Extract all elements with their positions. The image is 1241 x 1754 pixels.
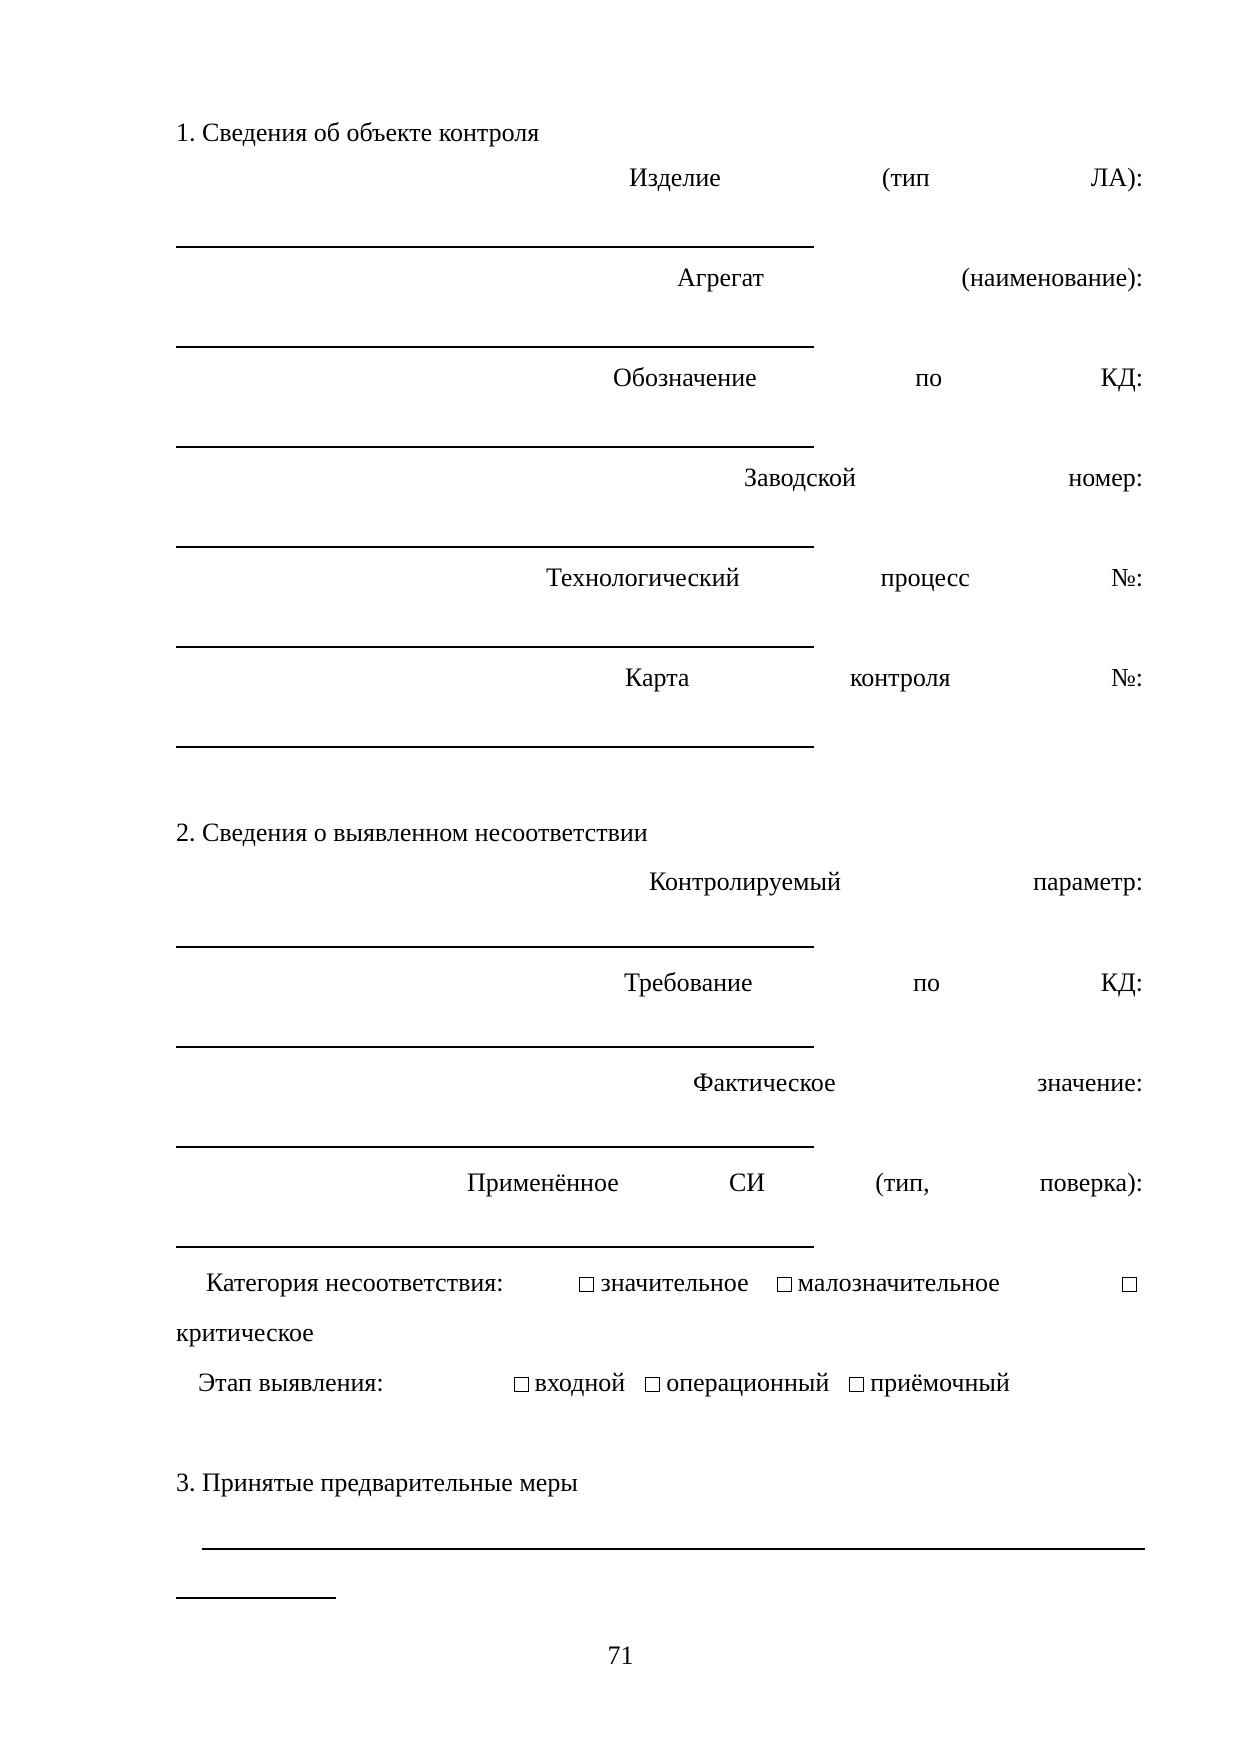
checkbox-icon[interactable]: [777, 1277, 792, 1292]
label-word: №:: [1110, 663, 1143, 692]
option-label: операционный: [666, 1368, 830, 1397]
label-word: (наименование):: [961, 263, 1143, 292]
label-word: ЛА):: [1090, 163, 1143, 192]
label-word: по: [915, 363, 943, 392]
category-option-critical[interactable]: [1122, 1270, 1143, 1296]
label-word: номер:: [1068, 463, 1143, 492]
label-word: параметр:: [1033, 867, 1143, 896]
stage-label: Этап выявления:: [198, 1368, 384, 1397]
option-label: значительное: [600, 1268, 749, 1297]
field-designation-label: [613, 365, 1143, 391]
field-product-blank[interactable]: [176, 246, 814, 248]
label-word: Изделие: [629, 163, 721, 192]
label-word: Технологический: [546, 563, 740, 592]
category-label: Категория несоответствия:: [206, 1268, 504, 1297]
checkbox-icon[interactable]: [1122, 1277, 1137, 1292]
label-word: (тип: [881, 163, 930, 192]
field-serial-blank[interactable]: [176, 546, 814, 548]
field-product-label: [629, 165, 1143, 191]
field-requirement-blank[interactable]: [176, 1046, 814, 1048]
stage-row: [198, 1370, 1010, 1396]
field-process-blank[interactable]: [176, 646, 814, 648]
label-word: Контролируемый: [649, 867, 841, 896]
measures-blank-line-2[interactable]: [176, 1597, 336, 1599]
label-word: значение:: [1037, 1068, 1143, 1097]
measures-blank-line-1[interactable]: [202, 1548, 1145, 1550]
field-unit-blank[interactable]: [176, 346, 814, 348]
label-word: по: [913, 968, 941, 997]
checkbox-icon[interactable]: [645, 1377, 660, 1392]
label-word: контроля: [849, 663, 951, 692]
field-requirement-label: [624, 970, 1143, 996]
page-number: 71: [607, 1641, 634, 1670]
stage-option-operational[interactable]: [645, 1370, 829, 1396]
field-instrument-blank[interactable]: [176, 1246, 814, 1248]
label-word: процесс: [880, 563, 970, 592]
option-label: малозначительное: [797, 1268, 1000, 1297]
category-option-minor[interactable]: [777, 1270, 1000, 1296]
field-actual-value-blank[interactable]: [176, 1146, 814, 1148]
label-word: Заводской: [744, 463, 856, 492]
checkbox-icon[interactable]: [579, 1277, 594, 1292]
stage-option-acceptance[interactable]: [849, 1370, 1010, 1396]
label-word: Фактическое: [693, 1068, 836, 1097]
field-instrument-label: [467, 1170, 1143, 1196]
option-label: приёмочный: [870, 1368, 1010, 1397]
field-control-card-blank[interactable]: [176, 746, 814, 748]
label-word: Требование: [624, 968, 753, 997]
option-label: входной: [534, 1368, 626, 1397]
label-word: поверка):: [1039, 1168, 1143, 1197]
category-option-significant[interactable]: [579, 1270, 748, 1296]
label-word: Обозначение: [613, 363, 757, 392]
category-option-critical-label: критическое: [176, 1318, 314, 1347]
checkbox-icon[interactable]: [849, 1377, 864, 1392]
label-word: СИ: [728, 1168, 766, 1197]
label-word: (тип,: [875, 1168, 930, 1197]
category-row: [206, 1270, 1143, 1296]
section-1-heading: 1. Сведения об объекте контроля: [176, 118, 540, 147]
section-3-heading: 3. Принятые предварительные меры: [176, 1468, 578, 1497]
label-word: Применённое: [467, 1168, 619, 1197]
field-control-card-label: [625, 665, 1143, 691]
field-parameter-label: [649, 869, 1143, 895]
field-designation-blank[interactable]: [176, 446, 814, 448]
label-word: Карта: [625, 663, 690, 692]
field-unit-label: [677, 265, 1143, 291]
section-2-heading: 2. Сведения о выявленном несоответствии: [176, 818, 648, 847]
field-process-label: [546, 565, 1143, 591]
checkbox-icon[interactable]: [514, 1377, 529, 1392]
field-serial-label: [744, 465, 1143, 491]
label-word: №:: [1110, 563, 1143, 592]
stage-option-incoming[interactable]: [514, 1370, 626, 1396]
label-word: КД:: [1100, 968, 1143, 997]
field-parameter-blank[interactable]: [176, 946, 814, 948]
field-actual-value-label: [693, 1070, 1143, 1096]
label-word: Агрегат: [677, 263, 764, 292]
label-word: КД:: [1100, 363, 1143, 392]
